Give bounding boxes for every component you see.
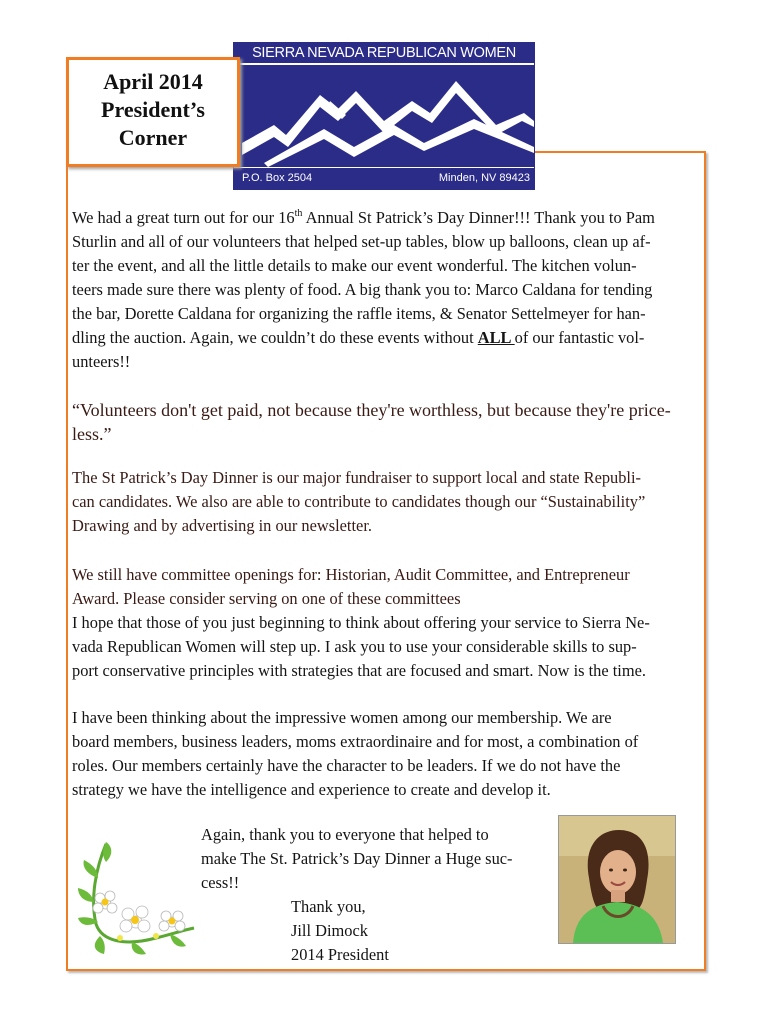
p2-line: Drawing and by advertising in our newsletter. [72,516,372,535]
ordinal-suffix: th [294,207,303,219]
signer-name: Jill Dimock [291,921,368,940]
p1-line: ter the event, and all the little details to make our event wonderful. The kitchen volun- [72,256,637,275]
p1-line: teers made sure there was plenty of food. A big thank you to: Marco Caldana for tending [72,280,653,299]
logo-org-name: SIERRA NEVADA REPUBLICAN WOMEN [234,43,534,63]
p2-line: can candidates. We also are able to contribute to candidates though our “Sustainability” [72,492,646,511]
page-title [69,68,237,152]
p1-text: of our fantastic vol- [514,328,645,347]
p3-line: Award. Please consider serving on one of these committees [72,589,461,608]
emphasis-all: ALL [477,328,515,347]
closing-line: make The St. Patrick’s Day Dinner a Huge suc- [201,849,513,868]
title-box [66,57,240,167]
signoff: Thank you, [291,897,366,916]
p4-line: roles. Our members certainly have the character to be leaders. If we do not have the [72,756,621,775]
logo-po-box: P.O. Box 2504 [242,172,313,184]
p3-line: port conservative principles with strategies that are focused and smart. Now is the time. [72,661,646,680]
paragraph-fundraiser [72,466,645,538]
p4-line: strategy we have the intelligence and experience to create and develop it. [72,780,551,799]
p3-line: vada Republican Women will step up. I ask you to use your considerable skills to sup- [72,637,637,656]
flower-vine-decoration [76,838,198,956]
snrw-logo [233,42,535,190]
closing-note [201,823,513,895]
logo-city: Minden, NV 89423 [438,172,530,184]
title-line-1: April 2014 [103,69,203,94]
closing-line: cess!! [201,873,240,892]
p1-line: unteers!! [72,352,131,371]
quote-line: less.” [72,424,112,444]
p4-line: I have been thinking about the impressive women among our membership. We are [72,708,612,727]
president-portrait-photo [558,815,676,944]
volunteer-quote [72,398,671,446]
p4-line: board members, business leaders, moms extraordinaire and for most, a combination of [72,732,639,751]
p2-line: The St Patrick’s Day Dinner is our major fundraiser to support local and state Republi- [72,468,641,487]
p1-text: We had a great turn out for our 16 [72,208,295,227]
paragraph-membership [72,706,638,802]
p3-line: I hope that those of you just beginning to think about offering your service to Sierra Ne- [72,613,650,632]
paragraph-committees [72,563,650,683]
quote-line: “Volunteers don't get paid, not because they're worthless, but because they're price- [72,400,671,420]
p3-line: We still have committee openings for: Historian, Audit Committee, and Entrepreneur [72,565,630,584]
title-line-2: President’s [101,97,205,122]
signature-block [291,895,389,967]
logo-address-bar [234,168,534,189]
p1-text: dling the auction. Again, we couldn’t do these events without [72,328,478,347]
title-line-3: Corner [118,125,188,150]
signer-role: 2014 President [291,945,389,964]
p1-line [72,326,655,350]
paragraph-thanks [72,206,655,374]
closing-line: Again, thank you to everyone that helped to [201,825,489,844]
p1-line [72,206,655,230]
p1-line: the bar, Dorette Caldana for organizing the raffle items, & Senator Settelmeyer for han- [72,304,646,323]
p1-text: Annual St Patrick’s Day Dinner!!! Thank you to Pam [302,208,655,227]
p1-line: Sturlin and all of our volunteers that helped set-up tables, blow up balloons, clean up af- [72,232,651,251]
